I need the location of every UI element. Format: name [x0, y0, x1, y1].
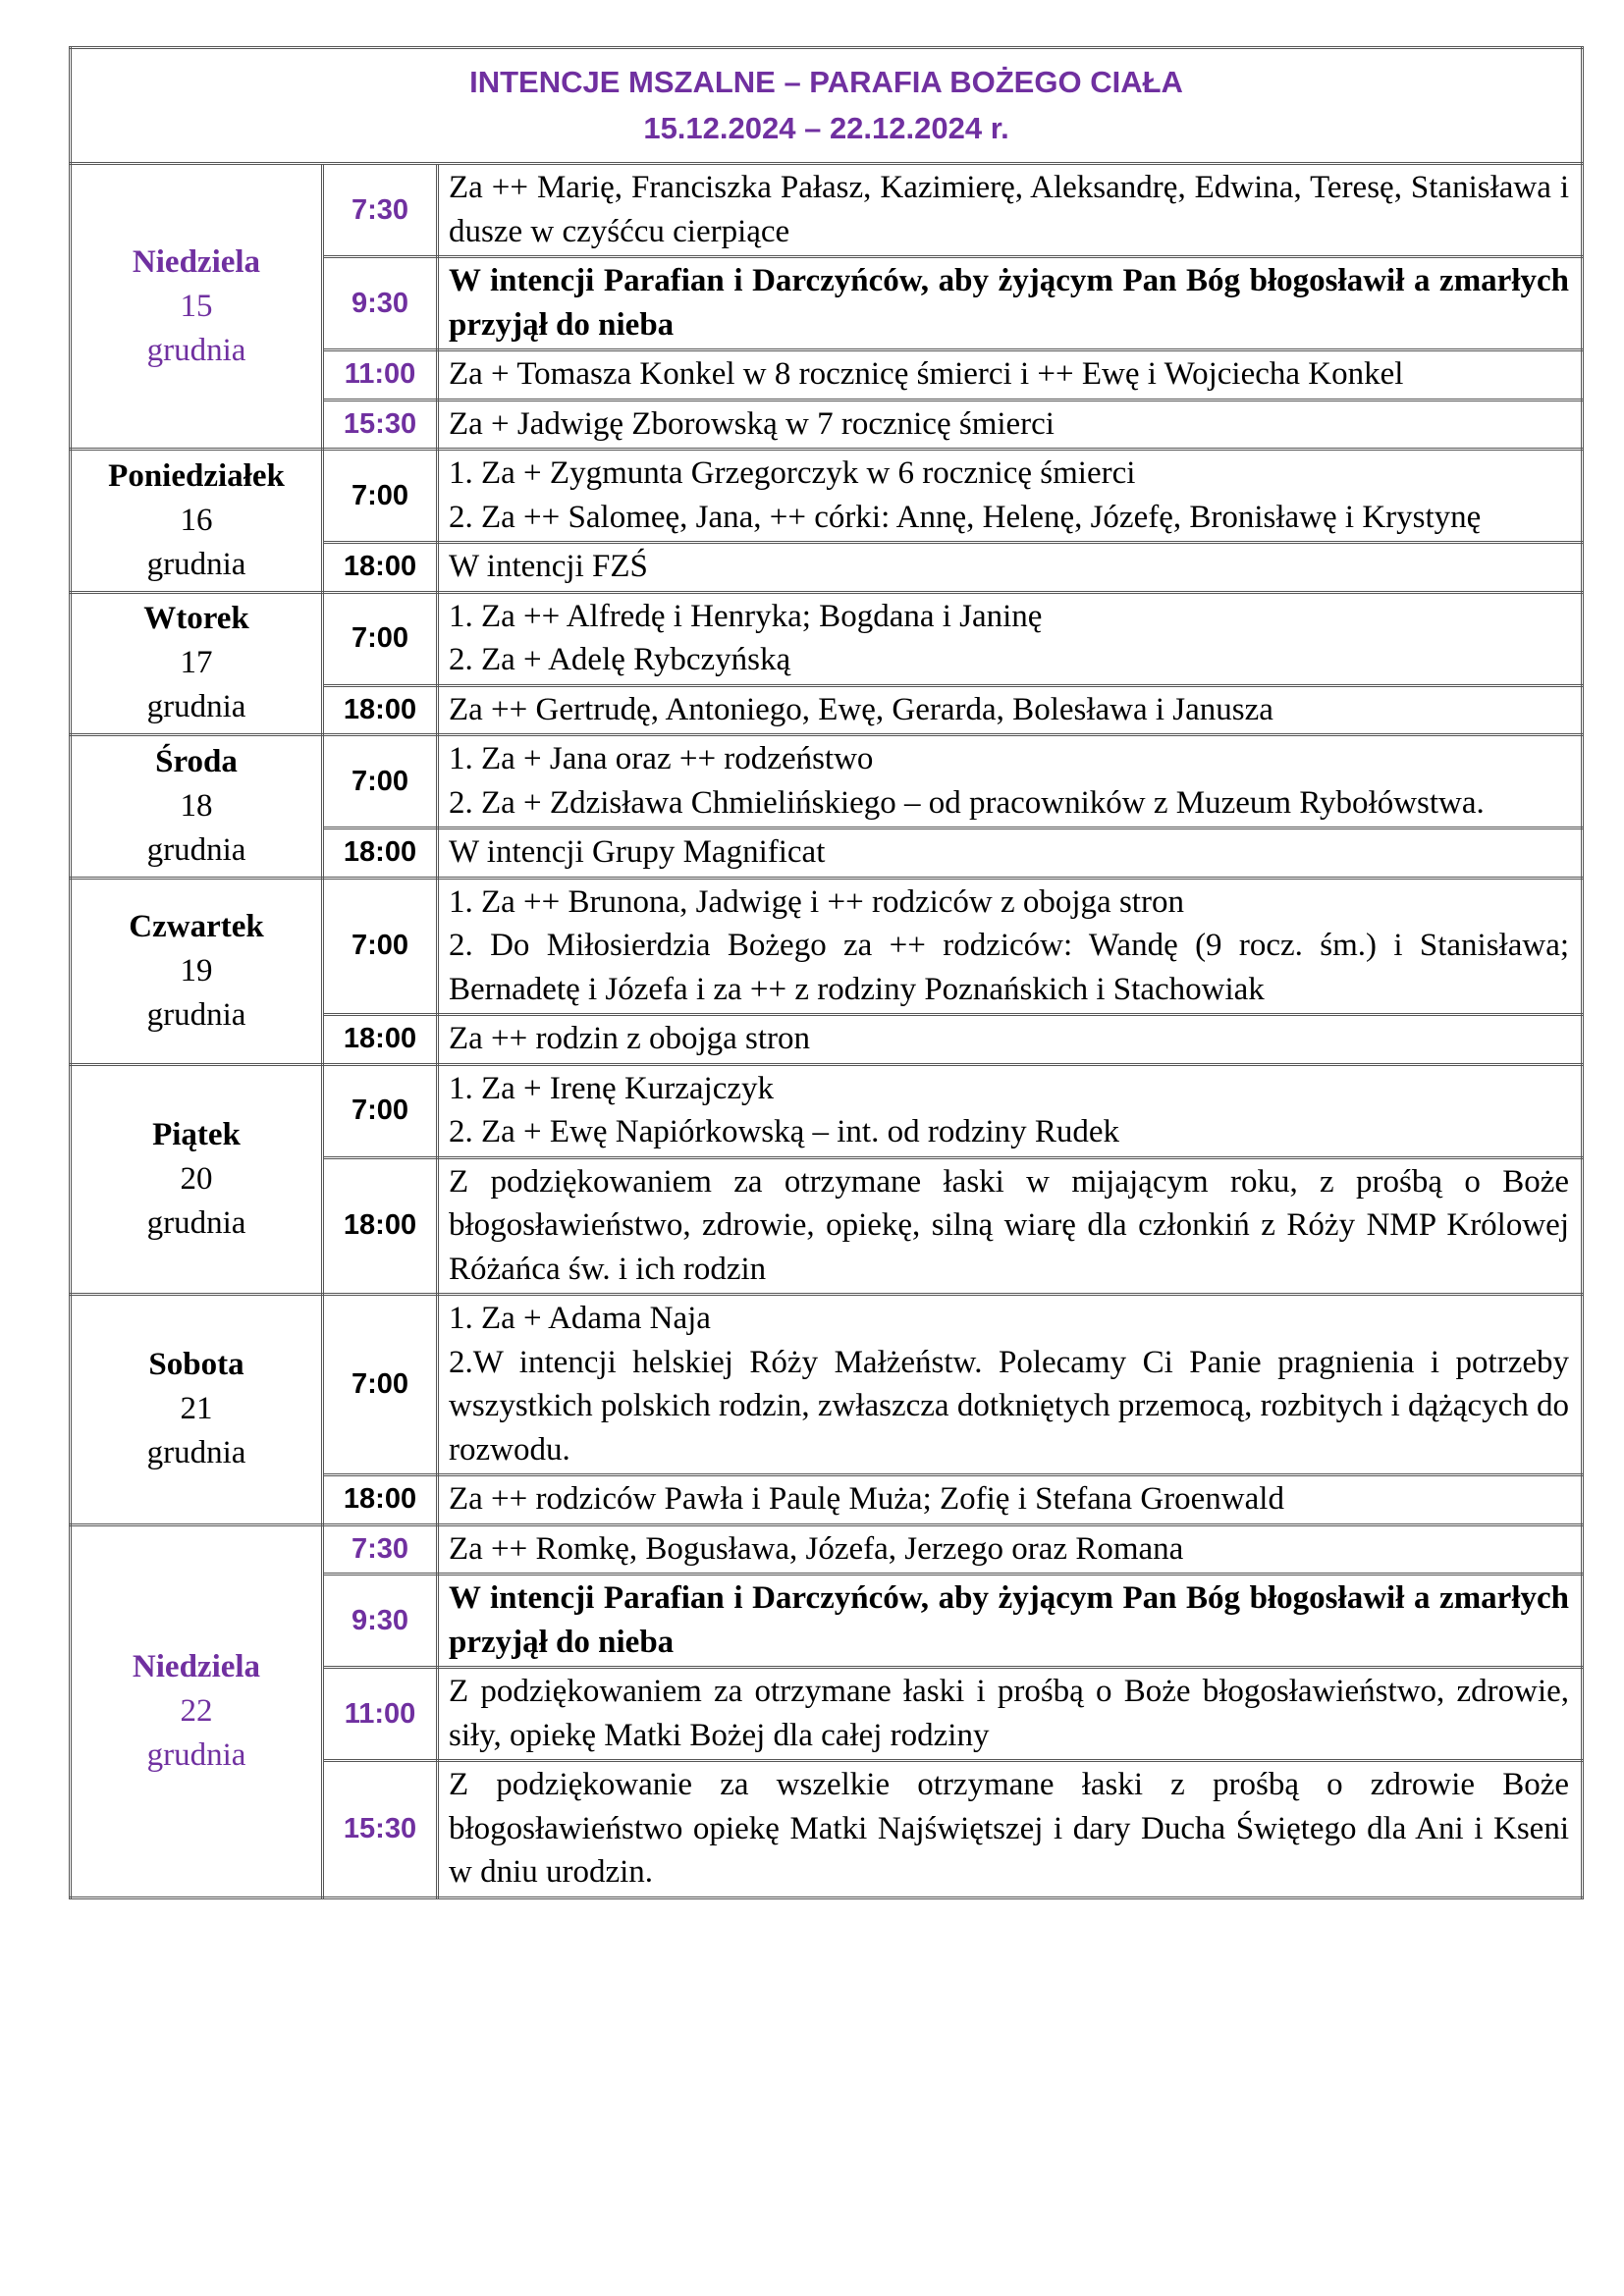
intention-line: 1. Za + Irenę Kurzajczyk	[449, 1070, 775, 1106]
day-month: grudnia	[146, 1435, 246, 1471]
intention-line: 1. Za ++ Alfredę i Henryka; Bogdana i Janinę	[449, 598, 1043, 634]
day-name: Czwartek	[129, 908, 264, 944]
intention-line: Za ++ Marię, Franciszka Pałasz, Kazimierę, Aleksandrę, Edwina, Teresę, Stanisława i dusze w czyśćcu cierpiące	[449, 170, 1570, 249]
mass-intention	[438, 685, 1583, 735]
mass-time: 7:30	[323, 1524, 438, 1575]
mass-intention	[438, 450, 1583, 543]
day-num: 20	[180, 1160, 213, 1197]
day-cell	[71, 450, 323, 593]
mass-time: 18:00	[323, 543, 438, 593]
mass-intention	[438, 828, 1583, 879]
intention-line: 2. Za + Ewę Napiórkowską – int. od rodziny Rudek	[449, 1114, 1120, 1149]
mass-row	[71, 1295, 1583, 1475]
intention-line: 2.W intencji helskiej Róży Małżeństw. Polecamy Ci Panie pragnienia i potrzeby wszystkich polskich rodzin, zwłaszcza dotkniętych przemocą, rozbitych i dążących do rozwodu.	[449, 1344, 1570, 1468]
mass-time: 7:00	[323, 1295, 438, 1475]
mass-time: 9:30	[323, 257, 438, 350]
intention-line: 1. Za ++ Brunona, Jadwigę i ++ rodziców z obojga stron	[449, 883, 1184, 920]
mass-row	[71, 735, 1583, 828]
mass-intention	[438, 1295, 1583, 1475]
day-month: grudnia	[146, 546, 246, 582]
mass-row	[71, 1064, 1583, 1157]
mass-time: 15:30	[323, 400, 438, 450]
mass-row	[71, 450, 1583, 543]
intention-line: Za ++ Gertrudę, Antoniego, Ewę, Gerarda, Bolesława i Janusza	[449, 691, 1273, 727]
mass-time: 15:30	[323, 1761, 438, 1898]
intention-line: Za + Jadwigę Zborowską w 7 rocznicę śmierci	[449, 405, 1055, 442]
day-name: Niedziela	[132, 1648, 261, 1684]
day-num: 16	[180, 502, 213, 538]
intention-line: Z podziękowanie za wszelkie otrzymane łaski z prośbą o zdrowie Boże błogosławieństwo opiekę Matki Najświętszej i dary Ducha Świętego dla Ani i Kseni w dniu urodzin.	[449, 1767, 1570, 1890]
mass-time: 11:00	[323, 1668, 438, 1761]
mass-time: 18:00	[323, 1015, 438, 1065]
mass-time: 7:00	[323, 878, 438, 1015]
day-month: grudnia	[146, 996, 246, 1033]
mass-time: 7:00	[323, 450, 438, 543]
day-month: grudnia	[146, 689, 246, 725]
mass-row	[71, 164, 1583, 257]
mass-time: 18:00	[323, 828, 438, 879]
intention-line: Za + Tomasza Konkel w 8 rocznicę śmierci i ++ Ewę i Wojciecha Konkel	[449, 356, 1404, 392]
intention-line: 1. Za + Jana oraz ++ rodzeństwo	[449, 741, 874, 776]
mass-intention	[438, 1015, 1583, 1065]
intention-line: W intencji Grupy Magnificat	[449, 834, 826, 870]
intention-line: Z podziękowaniem za otrzymane łaski i prośbą o Boże błogosławieństwo, zdrowie, siły, opiekę Matki Bożej dla całej rodziny	[449, 1674, 1570, 1753]
mass-time: 18:00	[323, 1475, 438, 1525]
day-cell	[71, 1524, 323, 1897]
day-cell	[71, 164, 323, 450]
day-cell	[71, 1295, 323, 1525]
mass-intention	[438, 543, 1583, 593]
intention-line: 2. Za + Zdzisława Chmielińskiego – od pracowników z Muzeum Rybołówstwa.	[449, 784, 1485, 821]
mass-intention	[438, 1668, 1583, 1761]
mass-time: 18:00	[323, 685, 438, 735]
mass-intention	[438, 1575, 1583, 1668]
page-title: INTENCJE MSZALNE – PARAFIA BOŻEGO CIAŁA	[469, 65, 1183, 99]
intention-line: W intencji Parafian i Darczyńców, aby żyjącym Pan Bóg błogosławił a zmarłych przyjął do nieba	[449, 263, 1570, 343]
mass-intention	[438, 164, 1583, 257]
day-month: grudnia	[146, 332, 246, 368]
mass-intention	[438, 257, 1583, 350]
intention-line: Z podziękowaniem za otrzymane łaski w mijającym roku, z prośbą o Boże błogosławieństwo, zdrowie, opiekę, silną wiarę dla członkiń z Róży NMP Królowej Różańca św. i ich rodzin	[449, 1163, 1570, 1287]
mass-row	[71, 878, 1583, 1015]
mass-row	[71, 592, 1583, 685]
intention-line: Za ++ rodzin z obojga stron	[449, 1021, 811, 1056]
day-cell	[71, 1064, 323, 1295]
mass-intention	[438, 1761, 1583, 1898]
title-row	[71, 48, 1583, 164]
mass-intention	[438, 1524, 1583, 1575]
mass-intention	[438, 400, 1583, 450]
mass-row	[71, 1524, 1583, 1575]
mass-intention	[438, 592, 1583, 685]
mass-intention	[438, 1475, 1583, 1525]
day-month: grudnia	[146, 1204, 246, 1241]
mass-time: 7:30	[323, 164, 438, 257]
day-num: 22	[180, 1692, 213, 1729]
intention-line: 2. Za ++ Salomeę, Jana, ++ córki: Annę, Helenę, Józefę, Bronisławę i Krystynę	[449, 499, 1482, 535]
intention-line: W intencji Parafian i Darczyńców, aby żyjącym Pan Bóg błogosławił a zmarłych przyjął do nieba	[449, 1580, 1570, 1660]
date-range: 15.12.2024 – 22.12.2024 r.	[643, 110, 1009, 145]
intention-line: 1. Za + Zygmunta Grzegorczyk w 6 rocznicę śmierci	[449, 455, 1136, 491]
day-num: 21	[180, 1391, 213, 1427]
day-name: Środa	[155, 743, 238, 779]
day-cell	[71, 878, 323, 1064]
mass-time: 9:30	[323, 1575, 438, 1668]
mass-time: 18:00	[323, 1157, 438, 1295]
intention-line: Za ++ Romkę, Bogusława, Józefa, Jerzego oraz Romana	[449, 1530, 1184, 1567]
day-month: grudnia	[146, 1736, 246, 1773]
intentions-table	[69, 46, 1584, 1899]
mass-intention	[438, 350, 1583, 400]
day-name: Piątek	[152, 1116, 241, 1152]
mass-time: 7:00	[323, 735, 438, 828]
day-cell	[71, 735, 323, 879]
day-name: Niedziela	[132, 243, 261, 280]
intentions-body	[71, 48, 1583, 1898]
day-num: 17	[180, 645, 213, 681]
mass-time: 7:00	[323, 592, 438, 685]
day-num: 18	[180, 787, 213, 824]
intention-line: 2. Za + Adelę Rybczyńską	[449, 642, 791, 677]
day-cell	[71, 592, 323, 735]
mass-intention	[438, 1157, 1583, 1295]
title-cell	[71, 48, 1583, 164]
intention-line: Za ++ rodziców Pawła i Paulę Muża; Zofię i Stefana Groenwald	[449, 1481, 1284, 1517]
mass-intention	[438, 878, 1583, 1015]
day-name: Sobota	[148, 1347, 244, 1383]
day-name: Poniedziałek	[108, 457, 285, 494]
day-month: grudnia	[146, 831, 246, 868]
mass-time: 7:00	[323, 1064, 438, 1157]
day-name: Wtorek	[143, 601, 249, 637]
intention-line: 1. Za + Adama Naja	[449, 1301, 711, 1336]
mass-time: 11:00	[323, 350, 438, 400]
intention-line: W intencji FZŚ	[449, 549, 648, 584]
intention-line: 2. Do Miłosierdzia Bożego za ++ rodziców: Wandę (9 rocz. śm.) i Stanisława; Bernadetę i Józefa i za ++ z rodziny Poznańskich i Stachowiak	[449, 928, 1570, 1007]
mass-intention	[438, 1064, 1583, 1157]
mass-intention	[438, 735, 1583, 828]
day-num: 19	[180, 952, 213, 988]
day-num: 15	[180, 288, 213, 324]
